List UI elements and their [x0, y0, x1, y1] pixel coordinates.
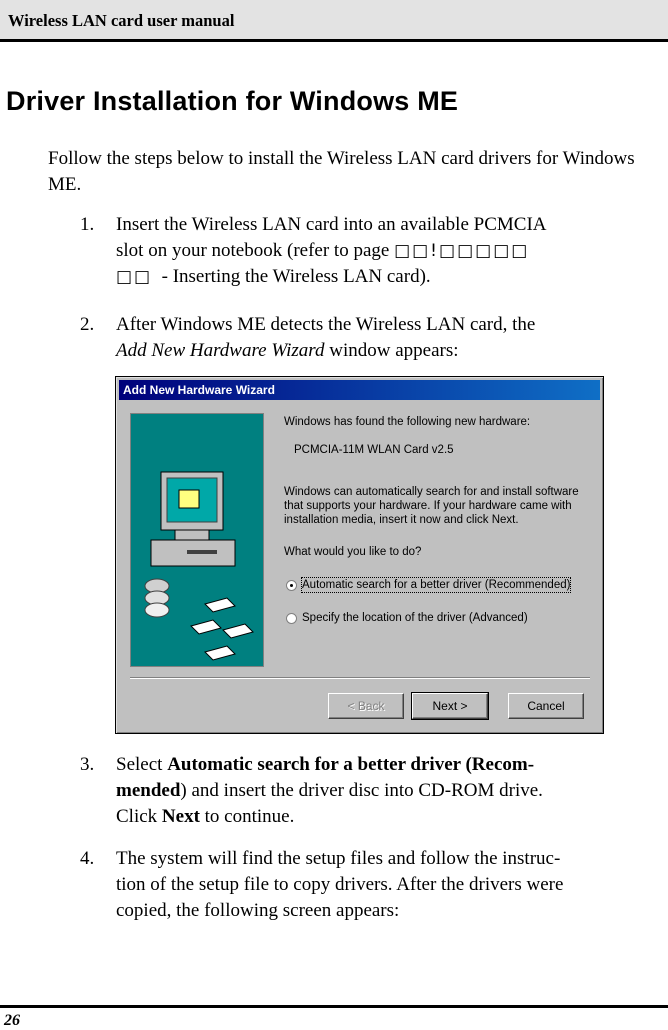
wizard-illustration	[130, 413, 264, 667]
description-line-3: installation media, insert it now and click Next.	[284, 514, 519, 526]
page-header	[0, 0, 668, 42]
step-1-line-1: Insert the Wireless LAN card into an available PCMCIA	[116, 214, 547, 235]
step-number: 2.	[80, 314, 95, 335]
step-3-line-2: ) and insert the driver disc into CD-ROM drive.	[180, 780, 543, 801]
wizard-name: Add New Hardware Wizard	[116, 340, 325, 361]
option-name-part-1: Automatic search for a better driver (Recom-	[167, 754, 535, 775]
step-3-pre-3: Click	[116, 806, 162, 827]
option-name-part-2: mended	[116, 780, 181, 801]
dialog-divider	[130, 677, 590, 679]
step-number: 3.	[80, 754, 95, 775]
back-button[interactable]: < Back	[328, 693, 404, 719]
next-button[interactable]: Next >	[412, 693, 488, 719]
step-2	[80, 312, 668, 366]
intro-paragraph: Follow the steps below to install the Wireless LAN card drivers for Windows ME.	[48, 148, 635, 195]
cancel-button[interactable]: Cancel	[508, 693, 584, 719]
option-automatic-search-label[interactable]: Automatic search for a better driver (Recommended)	[302, 579, 571, 591]
radio-automatic-search[interactable]	[286, 580, 297, 591]
step-3	[80, 752, 668, 832]
next-keyword: Next	[161, 806, 200, 827]
section-heading: Driver Installation for Windows ME	[6, 86, 459, 116]
computer-icon	[131, 414, 263, 666]
description-line-1: Windows can automatically search for and install software	[284, 486, 579, 498]
step-4-line-3: copied, the following screen appears:	[116, 900, 400, 921]
add-new-hardware-wizard-dialog	[115, 376, 604, 734]
broken-reference-glyphs-2: □□	[116, 267, 153, 287]
manual-title: Wireless LAN card user manual	[8, 11, 235, 30]
step-4-line-1: The system will find the setup files and follow the instruc-	[116, 848, 561, 869]
step-number: 1.	[80, 214, 95, 235]
step-number: 4.	[80, 848, 95, 869]
step-3-pre: Select	[116, 754, 168, 775]
page-number: 26	[4, 1012, 20, 1029]
step-3-line-3: to continue.	[199, 806, 295, 827]
option-specify-location-label[interactable]: Specify the location of the driver (Advanced)	[302, 612, 528, 624]
step-2-line-1: After Windows ME detects the Wireless LAN card, the	[116, 314, 536, 335]
device-name: PCMCIA-11M WLAN Card v2.5	[294, 444, 454, 456]
footer-rule	[0, 1005, 668, 1008]
description-line-2: that supports your hardware. If your hardware came with	[284, 500, 572, 512]
step-1	[80, 212, 668, 292]
radio-specify-location[interactable]	[286, 613, 297, 624]
question-label: What would you like to do?	[284, 546, 422, 558]
step-4-line-2: tion of the setup file to copy drivers. After the drivers were	[116, 874, 564, 895]
step-4	[80, 846, 668, 926]
step-1-line-3: - Inserting the Wireless LAN card).	[161, 266, 431, 287]
dialog-title: Add New Hardware Wizard	[119, 380, 600, 400]
found-label: Windows has found the following new hardware:	[284, 416, 531, 428]
broken-reference-glyphs: □□!□□□□□	[394, 241, 530, 261]
step-2-line-2: window appears:	[324, 340, 459, 361]
step-1-line-2: slot on your notebook (refer to page	[116, 240, 390, 261]
